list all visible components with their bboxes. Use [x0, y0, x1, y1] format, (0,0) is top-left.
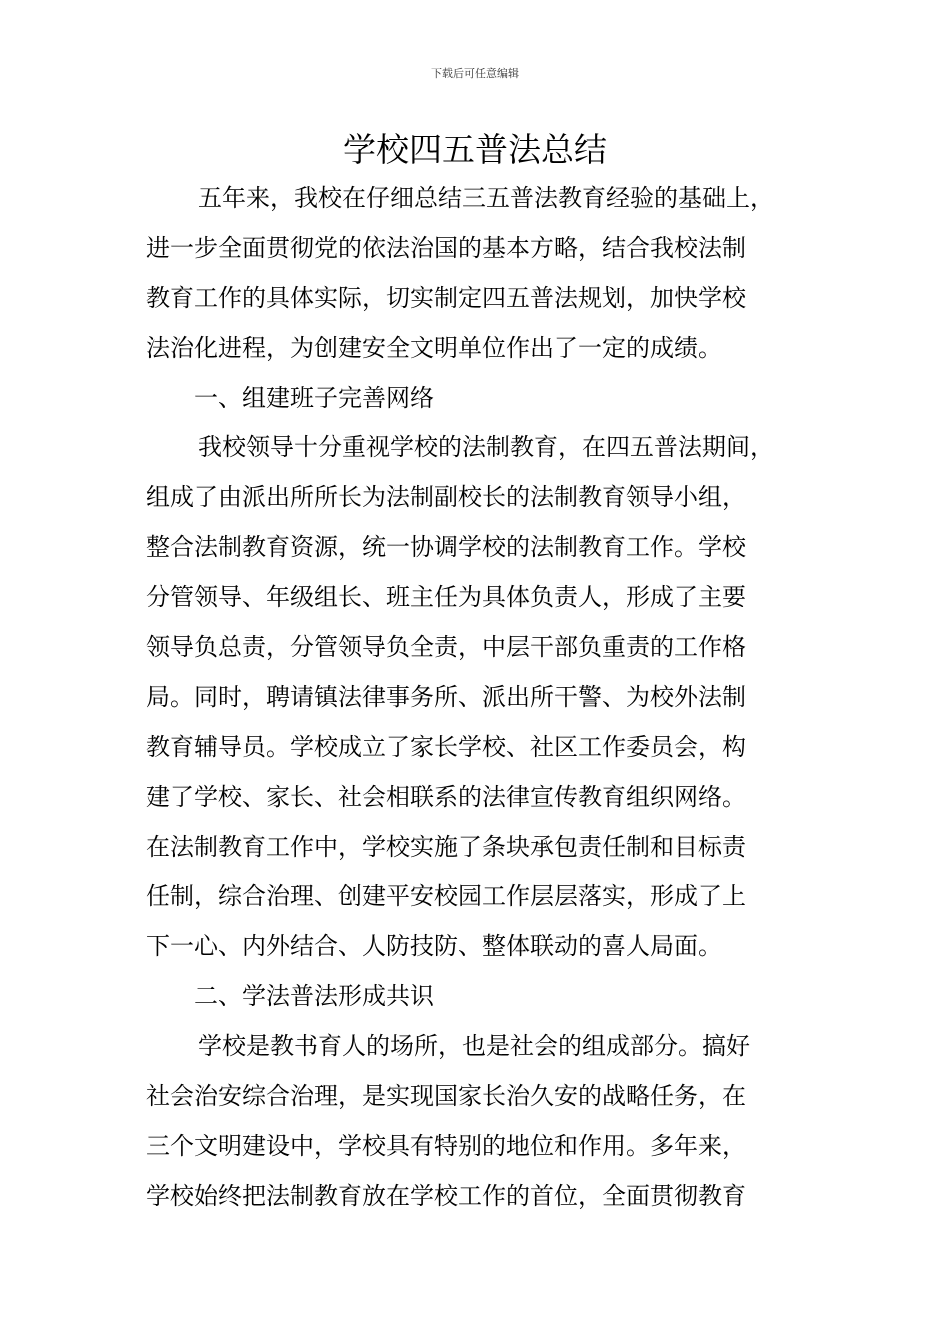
text-line: 法治化进程，为创建安全文明单位作出了一定的成绩。 [146, 333, 722, 362]
text-line: 下一心、内外结合、人防技防、整体联动的喜人局面。 [146, 932, 722, 961]
text-line: 社会治安综合治理，是实现国家长治久安的战略任务，在 [146, 1082, 746, 1111]
text-line: 组成了由派出所所长为法制副校长的法制教育领导小组， [146, 483, 746, 512]
text-line: 五年来，我校在仔细总结三五普法教育经验的基础上， [198, 184, 774, 212]
section-heading: 二、学法普法形成共识 [194, 982, 434, 1011]
text-line: 学校是教书育人的场所，也是社会的组成部分。搞好 [198, 1032, 750, 1061]
text-line: 分管领导、年级组长、班主任为具体负责人，形成了主要 [146, 583, 746, 612]
header-note: 下载后可任意编辑 [431, 67, 519, 80]
text-line: 建了学校、家长、社会相联系的法律宣传教育组织网络。 [146, 782, 746, 811]
text-line: 整合法制教育资源，统一协调学校的法制教育工作。学校 [146, 533, 746, 562]
text-line: 教育辅导员。学校成立了家长学校、社区工作委员会，构 [146, 732, 746, 761]
text-line: 领导负总责，分管领导负全责，中层干部负重责的工作格 [146, 633, 746, 662]
text-line: 教育工作的具体实际，切实制定四五普法规划，加快学校 [146, 283, 746, 312]
page-title: 学校四五普法总结 [343, 130, 607, 169]
text-line: 任制，综合治理、创建平安校园工作层层落实，形成了上 [146, 882, 746, 911]
text-line: 三个文明建设中，学校具有特别的地位和作用。多年来， [146, 1131, 746, 1160]
text-line: 学校始终把法制教育放在学校工作的首位，全面贯彻教育 [146, 1181, 746, 1210]
document-body [146, 174, 818, 1222]
text-line: 局。同时，聘请镇法律事务所、派出所干警、为校外法制 [146, 682, 746, 711]
text-line: 我校领导十分重视学校的法制教育，在四五普法期间， [198, 433, 774, 462]
text-line: 进一步全面贯彻党的依法治国的基本方略，结合我校法制 [146, 233, 746, 262]
text-line: 在法制教育工作中，学校实施了条块承包责任制和目标责 [146, 832, 746, 861]
section-heading: 一、组建班子完善网络 [194, 383, 434, 412]
